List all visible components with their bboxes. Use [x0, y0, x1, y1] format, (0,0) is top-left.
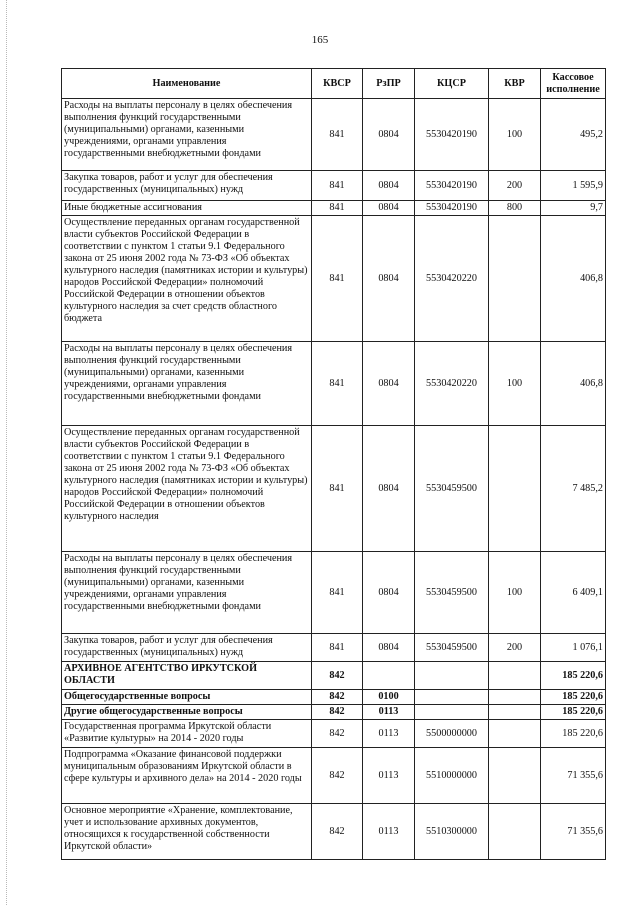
- row-kcsr: 5530420220: [415, 216, 489, 342]
- row-kvsr: 842: [312, 690, 363, 705]
- row-sum: 1 076,1: [541, 634, 606, 662]
- row-kcsr: 5530420190: [415, 99, 489, 171]
- page-number: 165: [311, 34, 329, 46]
- row-rzpr: 0804: [363, 171, 415, 201]
- row-name: Подпрограмма «Оказание финансовой поддержки муниципальным образованиям Иркутской области в сфере культуры и архивного дела» на 2014 - 2020 годы: [62, 748, 312, 804]
- table-header-row: [62, 69, 606, 99]
- row-rzpr: 0100: [363, 690, 415, 705]
- table-row-section: [62, 662, 606, 690]
- table-row: [62, 426, 606, 552]
- row-rzpr: 0113: [363, 804, 415, 860]
- row-kvsr: 841: [312, 171, 363, 201]
- row-kcsr: [415, 690, 489, 705]
- row-name: Закупка товаров, работ и услуг для обеспечения государственных (муниципальных) нужд: [62, 171, 312, 201]
- header-rzpr: РзПР: [363, 69, 415, 99]
- row-kvr: [489, 705, 541, 720]
- table-row: [62, 216, 606, 342]
- row-sum: 185 220,6: [541, 662, 606, 690]
- row-name: Осуществление переданных органам государственной власти субъектов Российской Федерации в соответствии с пунктом 1 статьи 9.1 Федерального закона от 25 июня 2002 года № 73-ФЗ «Об объектах культурного наследия (памятниках истории и культуры) народов Российской Федерации» полномочий Российской Федерации в отношении объектов культурного наследия: [62, 426, 312, 552]
- row-kcsr: 5510000000: [415, 748, 489, 804]
- row-rzpr: 0804: [363, 201, 415, 216]
- table-row: [62, 748, 606, 804]
- table-row: [62, 201, 606, 216]
- row-rzpr: 0804: [363, 634, 415, 662]
- table-row: [62, 634, 606, 662]
- row-kvr: [489, 748, 541, 804]
- page-edge-line: [6, 0, 7, 905]
- row-kcsr: [415, 705, 489, 720]
- table-row-section: [62, 705, 606, 720]
- table-row: [62, 171, 606, 201]
- row-name: Основное мероприятие «Хранение, комплектование, учет и использование архивных документов, относящихся к государственной собственности Иркутской области»: [62, 804, 312, 860]
- row-kvsr: 842: [312, 705, 363, 720]
- budget-table: [61, 68, 606, 860]
- row-sum: 495,2: [541, 99, 606, 171]
- row-kcsr: [415, 662, 489, 690]
- row-kvsr: 841: [312, 552, 363, 634]
- row-kcsr: 5500000000: [415, 720, 489, 748]
- row-rzpr: 0113: [363, 705, 415, 720]
- row-kvr: [489, 662, 541, 690]
- row-name: Иные бюджетные ассигнования: [62, 201, 312, 216]
- table-row: [62, 99, 606, 171]
- row-sum: 1 595,9: [541, 171, 606, 201]
- row-sum: 185 220,6: [541, 720, 606, 748]
- row-name: Государственная программа Иркутской области «Развитие культуры» на 2014 - 2020 годы: [62, 720, 312, 748]
- row-name: Другие общегосударственные вопросы: [62, 705, 312, 720]
- row-kcsr: 5530420190: [415, 201, 489, 216]
- row-kvr: 200: [489, 634, 541, 662]
- row-kvr: [489, 804, 541, 860]
- row-name: АРХИВНОЕ АГЕНТСТВО ИРКУТСКОЙ ОБЛАСТИ: [62, 662, 312, 690]
- row-rzpr: 0804: [363, 426, 415, 552]
- row-kvr: 800: [489, 201, 541, 216]
- row-kvsr: 842: [312, 662, 363, 690]
- header-name: Наименование: [62, 69, 312, 99]
- row-name: Общегосударственные вопросы: [62, 690, 312, 705]
- row-kcsr: 5530459500: [415, 552, 489, 634]
- row-sum: 71 355,6: [541, 748, 606, 804]
- row-kvr: [489, 720, 541, 748]
- header-sum: Кассовое исполнение: [541, 69, 606, 99]
- row-rzpr: 0804: [363, 99, 415, 171]
- header-kvsr: КВСР: [312, 69, 363, 99]
- row-sum: 6 409,1: [541, 552, 606, 634]
- row-rzpr: 0804: [363, 342, 415, 426]
- row-kvr: [489, 216, 541, 342]
- row-rzpr: 0804: [363, 216, 415, 342]
- row-rzpr: [363, 662, 415, 690]
- row-name: Расходы на выплаты персоналу в целях обеспечения выполнения функций государственными (муниципальными) органами, казенными учреждениями, органами управления государственными внебюджетными фондами: [62, 552, 312, 634]
- row-name: Расходы на выплаты персоналу в целях обеспечения выполнения функций государственными (муниципальными) органами, казенными учреждениями, органами управления государственными внебюджетными фондами: [62, 342, 312, 426]
- row-kvsr: 841: [312, 634, 363, 662]
- row-name: Расходы на выплаты персоналу в целях обеспечения выполнения функций государственными (муниципальными) органами, казенными учреждениями, органами управления государственными внебюджетными фондами: [62, 99, 312, 171]
- table-row: [62, 720, 606, 748]
- row-name: Закупка товаров, работ и услуг для обеспечения государственных (муниципальных) нужд: [62, 634, 312, 662]
- row-sum: 406,8: [541, 216, 606, 342]
- row-kcsr: 5530420190: [415, 171, 489, 201]
- row-kcsr: 5530459500: [415, 426, 489, 552]
- row-kvsr: 841: [312, 342, 363, 426]
- row-kvr: 100: [489, 552, 541, 634]
- row-kvr: 100: [489, 99, 541, 171]
- row-kvr: [489, 690, 541, 705]
- row-name: Осуществление переданных органам государственной власти субъектов Российской Федерации в соответствии с пунктом 1 статьи 9.1 Федерального закона от 25 июня 2002 года № 73-ФЗ «Об объектах культурного наследия (памятниках истории и культуры) народов Российской Федерации» полномочий Российской Федерации в отношении объектов культурного наследия за счет средств областного бюджета: [62, 216, 312, 342]
- row-rzpr: 0113: [363, 748, 415, 804]
- row-sum: 185 220,6: [541, 690, 606, 705]
- row-kvr: [489, 426, 541, 552]
- header-kvr: КВР: [489, 69, 541, 99]
- row-kvsr: 841: [312, 216, 363, 342]
- row-sum: 9,7: [541, 201, 606, 216]
- table-row: [62, 804, 606, 860]
- table-row-section: [62, 690, 606, 705]
- row-rzpr: 0113: [363, 720, 415, 748]
- row-kcsr: 5510300000: [415, 804, 489, 860]
- row-kvsr: 841: [312, 99, 363, 171]
- row-kvr: 100: [489, 342, 541, 426]
- row-kcsr: 5530459500: [415, 634, 489, 662]
- row-kvsr: 841: [312, 426, 363, 552]
- row-kvsr: 842: [312, 720, 363, 748]
- table-row: [62, 552, 606, 634]
- row-kvr: 200: [489, 171, 541, 201]
- header-kcsr: КЦСР: [415, 69, 489, 99]
- table-row: [62, 342, 606, 426]
- row-sum: 7 485,2: [541, 426, 606, 552]
- row-sum: 71 355,6: [541, 804, 606, 860]
- row-sum: 185 220,6: [541, 705, 606, 720]
- row-kvsr: 842: [312, 748, 363, 804]
- row-kvsr: 841: [312, 201, 363, 216]
- row-kvsr: 842: [312, 804, 363, 860]
- row-rzpr: 0804: [363, 552, 415, 634]
- row-kcsr: 5530420220: [415, 342, 489, 426]
- row-sum: 406,8: [541, 342, 606, 426]
